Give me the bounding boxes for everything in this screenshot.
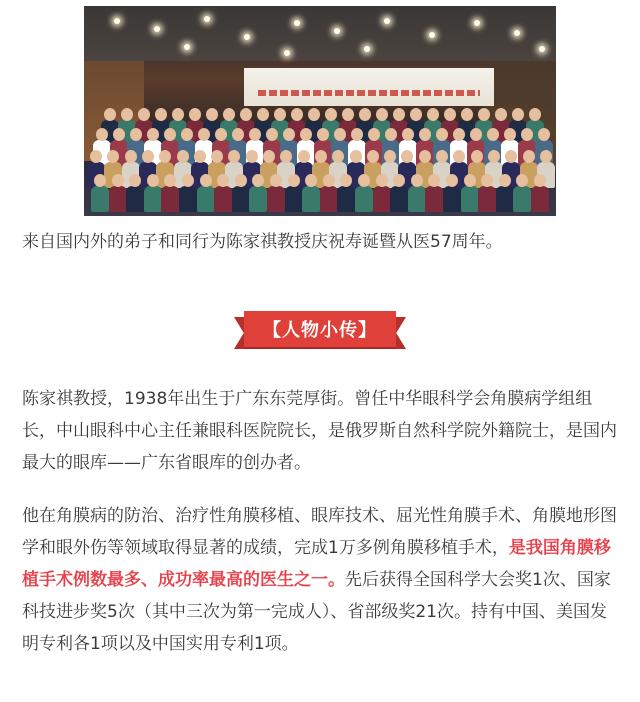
person-head <box>461 108 473 121</box>
person-head <box>376 108 388 121</box>
person-head <box>177 150 189 163</box>
person-body <box>443 186 461 212</box>
person-head <box>266 128 278 141</box>
person-body <box>531 186 549 212</box>
bio-paragraph-2-rest: 先后获得全国科学大会奖1次、国家科技进步奖5次（其中三次为第一完成人）、省部级奖21次。持有中国、美国发明专利各1项以及中国实用专利1项。 <box>22 570 611 654</box>
person-head <box>419 128 431 141</box>
person-head <box>288 174 300 187</box>
person-body <box>144 186 162 212</box>
person-head <box>487 128 499 141</box>
person-body <box>496 186 514 212</box>
ceiling-light <box>334 28 340 34</box>
person-body <box>373 186 391 212</box>
person-head <box>521 128 533 141</box>
bio-highlight: 是我国角膜移植手术例数最多、成功率最高的医生之一。 <box>22 538 611 590</box>
person-head <box>274 108 286 121</box>
person-head <box>351 128 363 141</box>
person-head <box>181 128 193 141</box>
person-body <box>513 186 531 212</box>
ceiling-light <box>244 34 250 40</box>
person-body <box>232 186 250 212</box>
person-body <box>214 186 232 212</box>
person-head <box>257 108 269 121</box>
ceiling-light <box>474 20 480 26</box>
person-head <box>172 108 184 121</box>
person-head <box>529 108 541 121</box>
person-head <box>198 128 210 141</box>
person-body <box>425 186 443 212</box>
person-body <box>109 186 127 212</box>
person-head <box>215 128 227 141</box>
person-head <box>436 128 448 141</box>
person-head <box>155 108 167 121</box>
ceiling-light <box>294 20 300 26</box>
person-head <box>189 108 201 121</box>
person-head <box>464 174 476 187</box>
person-head <box>334 128 346 141</box>
person-body <box>197 186 215 212</box>
person-head <box>211 150 223 163</box>
person-head <box>240 108 252 121</box>
person-head <box>232 128 244 141</box>
person-head <box>130 128 142 141</box>
person-head <box>138 108 150 121</box>
photo-banner-text <box>258 90 480 96</box>
bio-paragraph-2 <box>22 500 622 660</box>
person-head <box>263 150 275 163</box>
person-head <box>444 108 456 121</box>
person-body <box>461 186 479 212</box>
banner-band <box>244 311 396 347</box>
person-head <box>367 150 379 163</box>
person-head <box>142 150 154 163</box>
person-head <box>147 174 159 187</box>
person-head <box>446 174 458 187</box>
person-head <box>411 174 423 187</box>
person-head <box>471 150 483 163</box>
person-head <box>235 174 247 187</box>
person-head <box>125 150 137 163</box>
person-body <box>179 186 197 212</box>
person-head <box>147 128 159 141</box>
person-head <box>512 108 524 121</box>
ceiling-light <box>284 50 290 56</box>
person-head <box>470 128 482 141</box>
person-head <box>164 128 176 141</box>
photo-crowd <box>84 106 556 216</box>
person-head <box>121 108 133 121</box>
bio-paragraph-2-intro: 他在角膜病的防治、治疗性角膜移植、眼库技术、屈光性角膜手术、角膜地形图学和眼外伤等领域取得显著的成绩，完成1万多例角膜移植手术， <box>22 506 617 558</box>
person-head <box>358 174 370 187</box>
person-head <box>325 108 337 121</box>
person-head <box>499 174 511 187</box>
photo-banner <box>244 68 494 106</box>
person-head <box>182 174 194 187</box>
person-head <box>308 108 320 121</box>
person-head <box>453 128 465 141</box>
person-body <box>249 186 267 212</box>
person-head <box>359 108 371 121</box>
person-head <box>200 174 212 187</box>
ceiling-light <box>114 18 120 24</box>
person-head <box>540 150 552 163</box>
person-head <box>104 108 116 121</box>
person-body <box>302 186 320 212</box>
person-head <box>246 150 258 163</box>
ceiling-light <box>384 18 390 24</box>
ceiling-light <box>539 46 545 52</box>
person-body <box>161 186 179 212</box>
person-body <box>355 186 373 212</box>
person-head <box>488 150 500 163</box>
person-head <box>113 128 125 141</box>
person-head <box>96 128 108 141</box>
person-body <box>478 186 496 212</box>
ceiling-light <box>204 16 210 22</box>
person-head <box>393 108 405 121</box>
bio-paragraph-1: 陈家祺教授，1938年出生于广东东莞厚街。曾任中华眼科学会角膜病学组组长，中山眼科中心主任兼眼科医院院长，是俄罗斯自然科学院外籍院士，是国内最大的眼库——广东省眼库的创办者。 <box>22 389 617 473</box>
person-head <box>291 108 303 121</box>
person-head <box>223 108 235 121</box>
person-body <box>408 186 426 212</box>
person-head <box>206 108 218 121</box>
person-head <box>323 174 335 187</box>
person-head <box>385 128 397 141</box>
section-label-banner <box>234 309 406 353</box>
ceiling-light <box>154 26 160 32</box>
person-head <box>368 128 380 141</box>
person-head <box>376 174 388 187</box>
photo-caption: 来自国内外的弟子和同行为陈家祺教授庆祝寿诞暨从医57周年。 <box>22 232 503 252</box>
person-head <box>300 128 312 141</box>
person-head <box>194 150 206 163</box>
person-head <box>315 150 327 163</box>
person-head <box>534 174 546 187</box>
person-body <box>320 186 338 212</box>
person-head <box>402 128 414 141</box>
person-head <box>342 108 354 121</box>
person-head <box>270 174 282 187</box>
person-head <box>90 150 102 163</box>
ceiling-light <box>514 30 520 36</box>
person-body <box>267 186 285 212</box>
person-body <box>126 186 144 212</box>
person-head <box>283 128 295 141</box>
photo-ceiling <box>84 6 556 61</box>
person-head <box>249 128 261 141</box>
person-head <box>94 174 106 187</box>
person-head <box>504 128 516 141</box>
ceiling-light <box>364 46 370 52</box>
person-head <box>384 150 396 163</box>
person-body <box>390 186 408 212</box>
ceiling-light <box>184 44 190 50</box>
person-body <box>337 186 355 212</box>
person-body <box>285 186 303 212</box>
person-head <box>436 150 448 163</box>
person-head <box>478 108 490 121</box>
person-body <box>91 186 109 212</box>
person-head <box>538 128 550 141</box>
person-head <box>350 150 362 163</box>
person-head <box>112 174 124 187</box>
section-label-text: 【人物小传】 <box>263 320 377 341</box>
person-head <box>419 150 431 163</box>
person-head <box>427 108 439 121</box>
person-head <box>317 128 329 141</box>
person-head <box>495 108 507 121</box>
person-head <box>410 108 422 121</box>
person-head <box>523 150 535 163</box>
person-head <box>298 150 310 163</box>
group-photo <box>84 6 556 216</box>
ceiling-light <box>429 32 435 38</box>
